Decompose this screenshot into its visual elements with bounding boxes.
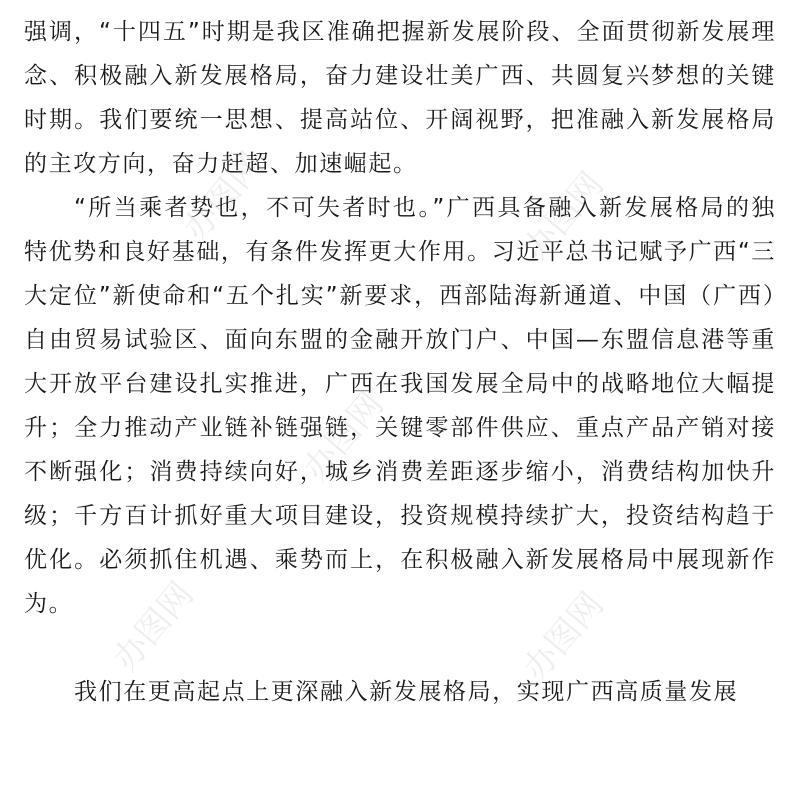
watermark-logo: 办图网 (515, 164, 612, 269)
watermark-logo: 办图网 (175, 144, 272, 249)
paragraph-3: 我们在更高起点上更深融入新发展格局，实现广西高质量发展 (74, 679, 739, 705)
watermark-logo: 办图网 (105, 574, 202, 679)
paragraph-1: 强调，“十四五”时期是我区准确把握新发展阶段、全面贯彻新发展理念、积极融入新发展格局，奋力建设壮美广西、共圆复兴梦想的关键时期。我们要统一思想、提高站位、开阔视野，把准融入新发展格局的主攻方向，奋力赶超、加速崛起。 (24, 19, 776, 177)
article-body (24, 10, 776, 714)
watermark-logo: 办图网 (515, 584, 612, 689)
watermark-logo: 办图网 (295, 384, 392, 489)
paragraph-2: “所当乘者势也，不可失者时也。”广西具备融入新发展格局的独特优势和良好基础，有条件发挥更大作用。习近平总书记赋予广西“三大定位”新使命和“五个扎实”新要求，西部陆海新通道、中国（广西）自由贸易试验区、面向东盟的金融开放门户、中国—东盟信息港等重大开放平台建设扎实推进，广西在我国发展全局中的战略地位大幅提升；全力推动产业链补链强链，关键零部件供应、重点产品产销对接不断强化；消费持续向好，城乡消费差距逐步缩小，消费结构加快升级；千方百计抓好重大项目建设，投资规模持续扩大，投资结构趋于优化。必须抓住机遇、乘势而上，在积极融入新发展格局中展现新作为。 (24, 195, 776, 617)
